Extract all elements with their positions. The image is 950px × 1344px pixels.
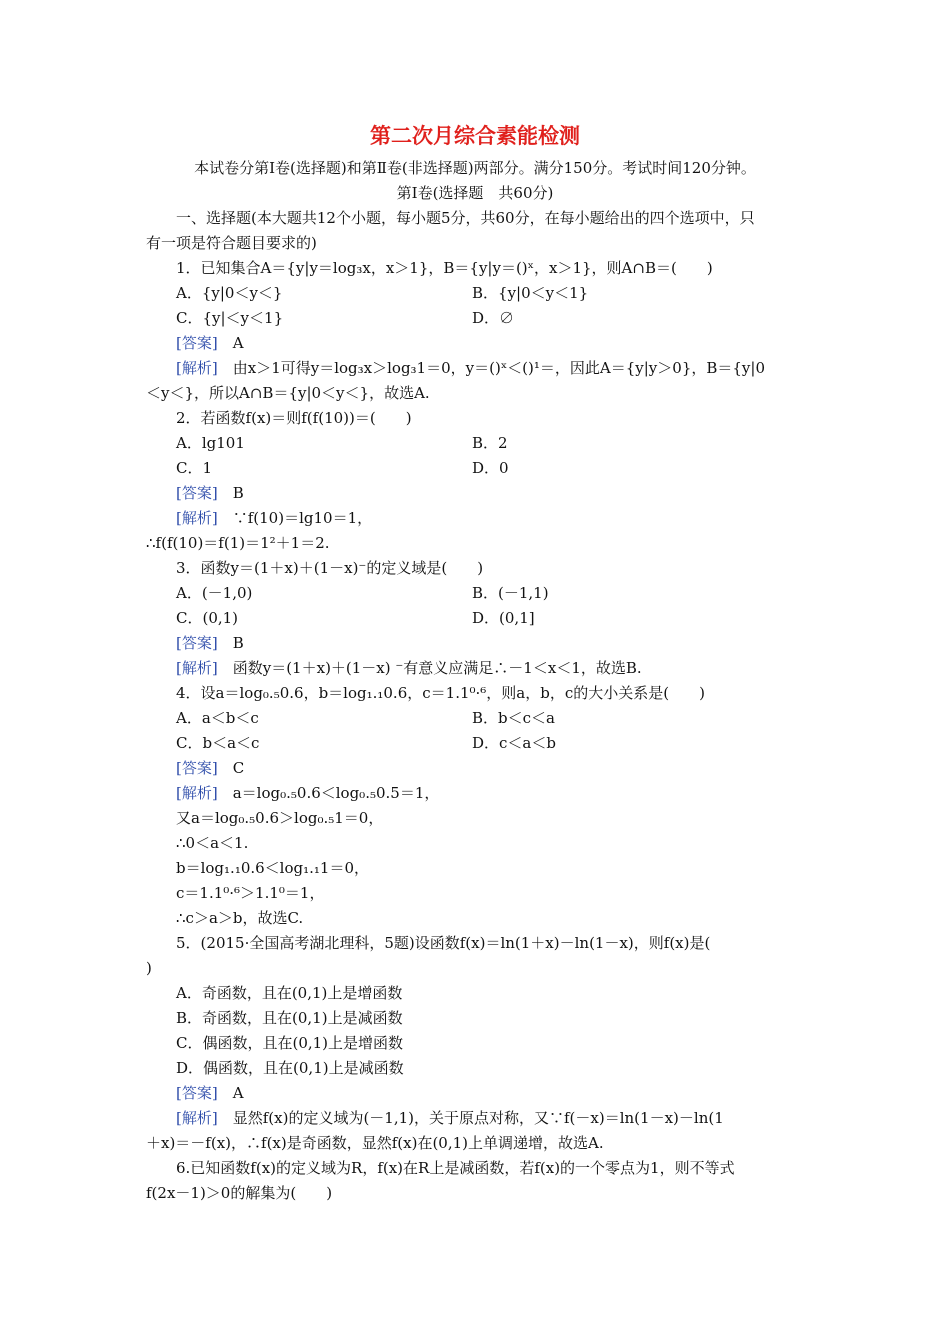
analysis-tag: [解析] [176, 509, 218, 527]
q4-analysis-line5: c＝1.1⁰·⁶＞1.1⁰＝1， [176, 884, 325, 902]
q1-analysis-line1 [176, 358, 765, 378]
analysis-tag: [解析] [176, 359, 218, 377]
q3-stem: 3．函数y＝(1＋x)＋(1－x)⁻的定义域是( ) [176, 559, 484, 577]
q2-option-d: D．0 [472, 459, 509, 477]
q3-analysis-line1 [176, 658, 642, 678]
analysis-tag: [解析] [176, 659, 218, 677]
q5-stem-line2: ) [146, 959, 152, 977]
q1-option-d: D．∅ [472, 309, 515, 327]
answer-tag: [答案] [176, 759, 218, 777]
part1-heading: 第Ⅰ卷(选择题 共60分) [396, 184, 554, 202]
q4-option-c: C．b＜a＜c [176, 734, 260, 752]
answer-tag: [答案] [176, 484, 218, 502]
q4-analysis-line6: ∴c＞a＞b，故选C. [176, 909, 304, 927]
q2-answer-value: B [232, 484, 244, 502]
q3-option-d: D．(0,1] [472, 609, 535, 627]
q1-answer [176, 333, 244, 353]
q1-option-c: C．{y|＜y＜1} [176, 309, 284, 327]
analysis-tag: [解析] [176, 784, 218, 802]
q1-option-a: A．{y|0＜y＜} [176, 284, 283, 302]
q4-answer-value: C [232, 759, 245, 777]
q5-analysis-line1 [176, 1108, 724, 1128]
q4-option-b: B．b＜c＜a [472, 709, 555, 727]
q2-option-a: A．lg101 [176, 434, 245, 452]
q2-option-c: C．1 [176, 459, 213, 477]
q6-stem-line1: 6.已知函数f(x)的定义域为R，f(x)在R上是减函数，若f(x)的一个零点为1，则不等式 [176, 1159, 735, 1177]
q2-analysis-line2: ∴f(f(10)＝f(1)＝1²＋1＝2. [146, 534, 330, 552]
q2-analysis-text1: ∵f(10)＝lg10＝1， [232, 509, 373, 527]
q4-analysis-line4: b＝log₁.₁0.6＜log₁.₁1＝0， [176, 859, 369, 877]
q6-stem-line2: f(2x－1)＞0的解集为( ) [146, 1184, 333, 1202]
q4-analysis-line2: 又a＝log₀.₅0.6＞log₀.₅1＝0， [176, 809, 384, 827]
page-title: 第二次月综合素能检测 [370, 123, 580, 148]
q1-answer-value: A [232, 334, 244, 352]
q5-option-a: A．奇函数，且在(0,1)上是增函数 [176, 984, 403, 1002]
q3-option-a: A．(－1,0) [176, 584, 253, 602]
q4-stem: 4．设a＝log₀.₅0.6，b＝log₁.₁0.6，c＝1.1⁰·⁶，则a，b，c的大小关系是( ) [176, 684, 705, 702]
q5-option-d: D．偶函数，且在(0,1)上是减函数 [176, 1059, 404, 1077]
section-heading-line2: 有一项是符合题目要求的) [146, 234, 317, 252]
q3-answer-value: B [232, 634, 244, 652]
q4-answer [176, 758, 244, 778]
q3-analysis-text1: 函数y＝(1＋x)＋(1－x) ⁻有意义应满足∴－1＜x＜1，故选B. [232, 659, 642, 677]
q5-stem-line1: 5．(2015·全国高考湖北理科，5题)设函数f(x)＝ln(1＋x)－ln(1－x)，则f(x)是( [176, 934, 711, 952]
q1-stem: 1．已知集合A＝{y|y＝log₃x，x＞1}，B＝{y|y＝()ˣ，x＞1}，则A∩B＝( ) [176, 259, 713, 277]
q3-option-c: C．(0,1) [176, 609, 239, 627]
q2-analysis-line1 [176, 508, 372, 528]
intro-text: 本试卷分第Ⅰ卷(选择题)和第Ⅱ卷(非选择题)两部分。满分150分。考试时间120分钟。 [194, 159, 756, 177]
q2-option-b: B．2 [472, 434, 508, 452]
q5-option-c: C．偶函数，且在(0,1)上是增函数 [176, 1034, 404, 1052]
q5-answer-value: A [232, 1084, 244, 1102]
q1-analysis-text1: 由x＞1可得y＝log₃x＞log₃1＝0，y＝()ˣ＜()¹＝，因此A＝{y|y＞0}，B＝{y|0 [232, 359, 766, 377]
q2-answer [176, 483, 244, 503]
q4-analysis-line3: ∴0＜a＜1. [176, 834, 249, 852]
q3-option-b: B．(－1,1) [472, 584, 549, 602]
q2-stem: 2．若函数f(x)＝则f(f(10))＝( ) [176, 409, 412, 427]
answer-tag: [答案] [176, 334, 218, 352]
q5-analysis-text1: 显然f(x)的定义域为(－1,1)，关于原点对称，又∵f(－x)＝ln(1－x)－ln(1 [232, 1109, 724, 1127]
section-heading-line1: 一、选择题(本大题共12个小题，每小题5分，共60分，在每小题给出的四个选项中，只 [176, 209, 755, 227]
q4-option-d: D．c＜a＜b [472, 734, 556, 752]
q5-option-b: B．奇函数，且在(0,1)上是减函数 [176, 1009, 403, 1027]
analysis-tag: [解析] [176, 1109, 218, 1127]
q4-analysis-line1 [176, 783, 439, 803]
q1-analysis-line2: ＜y＜}，所以A∩B＝{y|0＜y＜}，故选A. [146, 384, 430, 402]
answer-tag: [答案] [176, 1084, 218, 1102]
q3-answer [176, 633, 244, 653]
q4-option-a: A．a＜b＜c [176, 709, 259, 727]
q1-option-b: B．{y|0＜y＜1} [472, 284, 589, 302]
q5-analysis-line2: ＋x)＝－f(x)，∴f(x)是奇函数，显然f(x)在(0,1)上单调递增，故选A. [146, 1134, 604, 1152]
q4-analysis-text1: a＝log₀.₅0.6＜log₀.₅0.5＝1， [232, 784, 440, 802]
answer-tag: [答案] [176, 634, 218, 652]
q5-answer [176, 1083, 244, 1103]
